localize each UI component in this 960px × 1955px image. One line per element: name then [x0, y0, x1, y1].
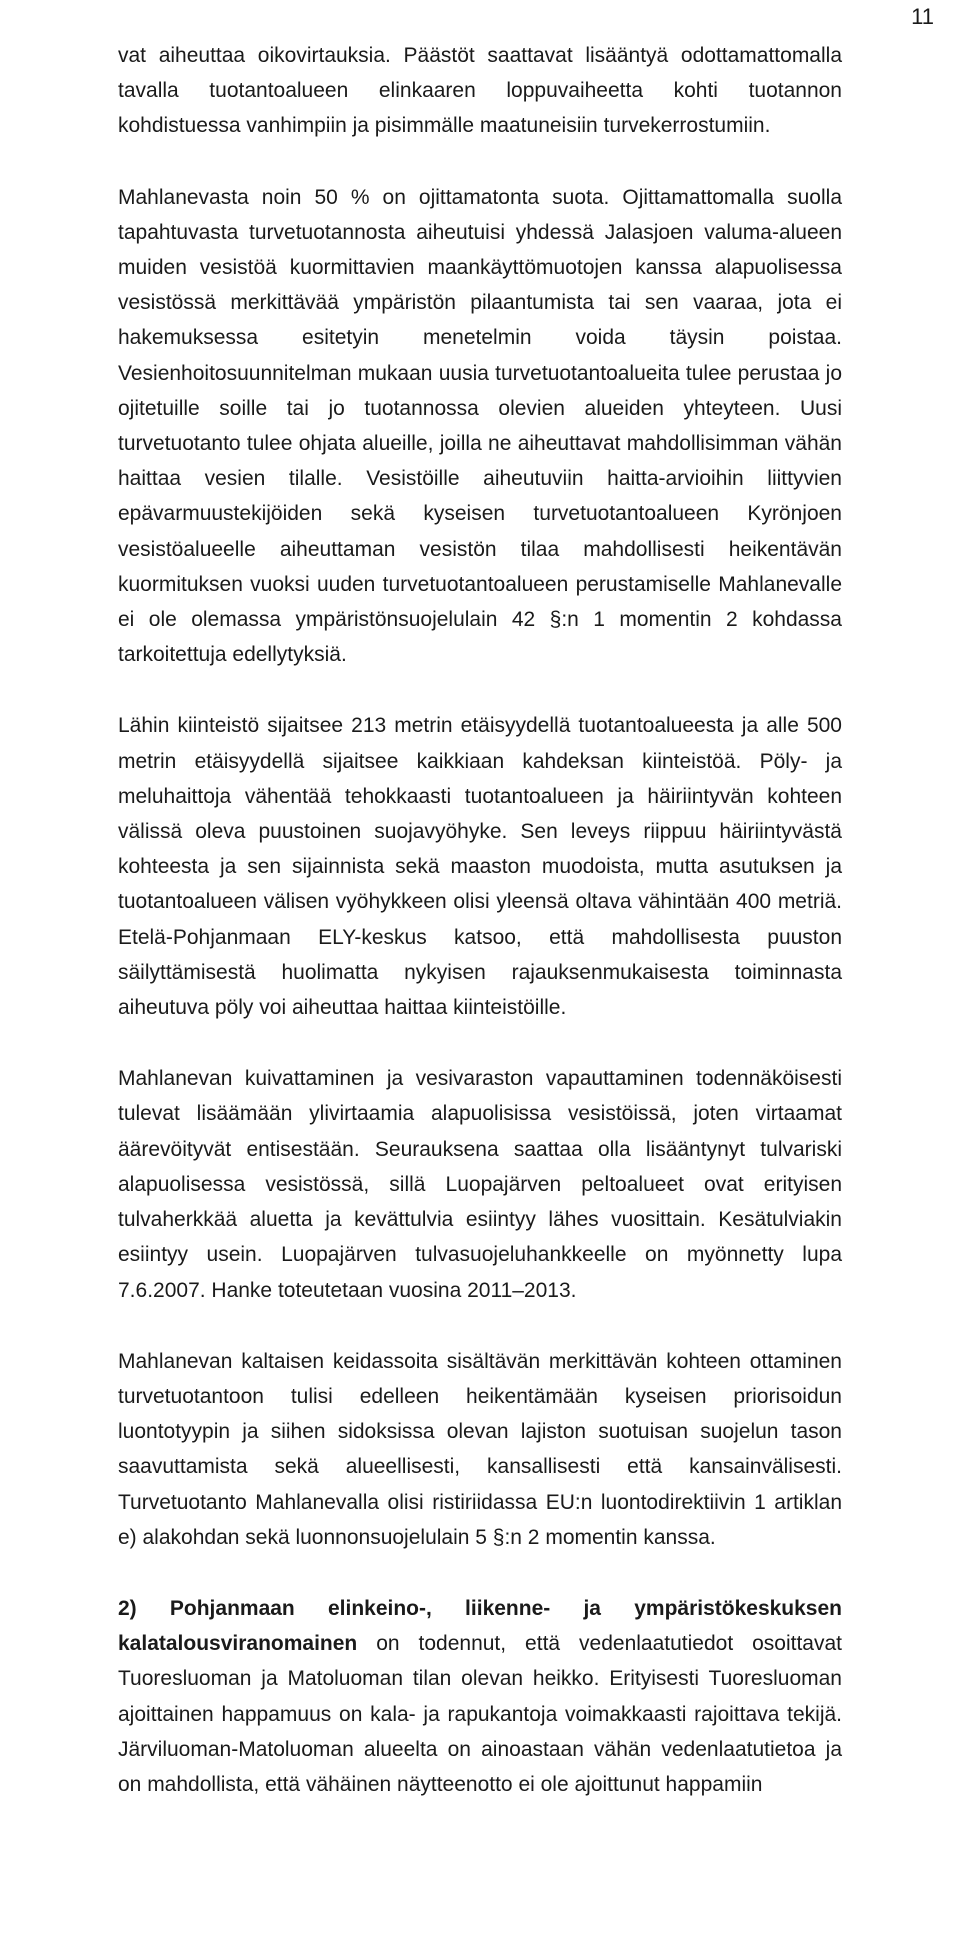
- paragraph-1: vat aiheuttaa oikovirtauksia. Päästöt saattavat lisääntyä odottamattomalla tavalla tuotantoalueen elinkaaren loppuvaiheetta kohti tuotannon kohdistuessa vanhimpiin ja pisimmälle maatuneisiin turvekerrostumiin.: [118, 44, 842, 138]
- page-number: 11: [911, 4, 934, 29]
- paragraph-5: Mahlanevan kaltaisen keidassoita sisältävän merkittävän kohteen ottaminen turvetuotantoon tulisi edelleen heikentämään kyseisen priorisoidun luontotyypin ja siihen sidoksissa olevan lajiston suotuisan suojelun tason saavuttamista sekä alueellisesti, kansallisesti että kansainvälisesti. Turvetuotanto Mahlanevalla olisi ristiriidassa EU:n luontodirektiivin 1 artiklan e) alakohdan sekä luonnonsuojelulain 5 §:n 2 momentin kanssa.: [118, 1349, 842, 1549]
- document-body: [118, 38, 842, 1802]
- section-heading: 2) Pohjanmaan elinkeino-, liikenne- ja ympäristökeskuksen kalatalousviranomainen: [118, 1596, 842, 1656]
- paragraph-3: Lähin kiinteistö sijaitsee 213 metrin etäisyydellä tuotantoalueesta ja alle 500 metrin etäisyydellä sijaitsee kaikkiaan kahdeksan kiinteistöä. Pöly- ja meluhaittoja vähentää tehokkaasti tuotantoalueen ja häiriintyvän kohteen välissä oleva puustoinen suojavyöhyke. Sen leveys riippuu häiriintyvästä kohteesta ja sen sijainnista sekä maaston muodoista, mutta asutuksen ja tuotantoalueen välisen vyöhykkeen olisi yleensä oltava vähintään 400 metriä. Etelä-Pohjanmaan ELY-keskus katsoo, että mahdollisesta puuston säilyttämisestä huolimatta nykyisen rajauksenmukaisesta toiminnasta aiheutuva pöly voi aiheuttaa haittaa kiinteistöille.: [118, 714, 842, 1020]
- paragraph-2: Mahlanevasta noin 50 % on ojittamatonta suota. Ojittamattomalla suolla tapahtuvasta turvetuotannosta aiheutuisi yhdessä Jalasjoen valuma-alueen muiden vesistöä kuormittavien maankäyttömuotojen kanssa alapuolisessa vesistössä merkittävää ympäristön pilaantumista tai sen vaaraa, jota ei hakemuksessa esitetyin menetelmin voida täysin poistaa. Vesienhoitosuunnitelman mukaan uusia turvetuotantoalueita tulee perustaa jo ojitetuille soille tai jo tuotannossa olevien alueiden yhteyteen. Uusi turvetuotanto tulee ohjata alueille, joilla ne aiheuttavat mahdollisimman vähän haittaa vesien tilalle. Vesistöille aiheutuviin haitta-arvioihin liittyvien epävarmuustekijöiden sekä kyseisen turvetuotantoalueen Kyrönjoen vesistöalueelle aiheuttaman vesistön tilaa mahdollisesti heikentävän kuormituksen vuoksi uuden turvetuotantoalueen perustamiselle Mahlanevalle ei ole olemassa ympäristönsuojelulain 42 §:n 1 momentin 2 kohdassa tarkoitettuja edellytyksiä.: [118, 185, 842, 667]
- paragraph-6-text: on todennut, että vedenlaatutiedot osoittavat Tuoresluoman ja Matoluoman tilan olevan heikko. Erityisesti Tuoresluoman ajoittainen happamuus on kala- ja rapukantoja voimakkaasti rajoittava tekijä. Järviluoman-Matoluoman alueelta on ainoastaan vähän vedenlaatutietoa ja on mahdollista, että vähäinen näytteenotto ei ole ajoittunut happamiin: [118, 1632, 842, 1796]
- paragraph-6: [118, 1591, 842, 1802]
- paragraph-4: Mahlanevan kuivattaminen ja vesivaraston vapauttaminen todennäköisesti tulevat lisäämään ylivirtaamia alapuolisissa vesistöissä, joten virtaamat äärevöityvät entisestään. Seurauksena saattaa olla lisääntynyt tulvariski alapuolisessa vesistössä, sillä Luopajärven peltoalueet ovat erityisen tulvaherkkää aluetta ja kevättulvia esiintyy lähes vuosittain. Kesätulviakin esiintyy usein. Luopajärven tulvasuojeluhankkeelle on myönnetty lupa 7.6.2007. Hanke toteutetaan vuosina 2011–2013.: [118, 1067, 842, 1302]
